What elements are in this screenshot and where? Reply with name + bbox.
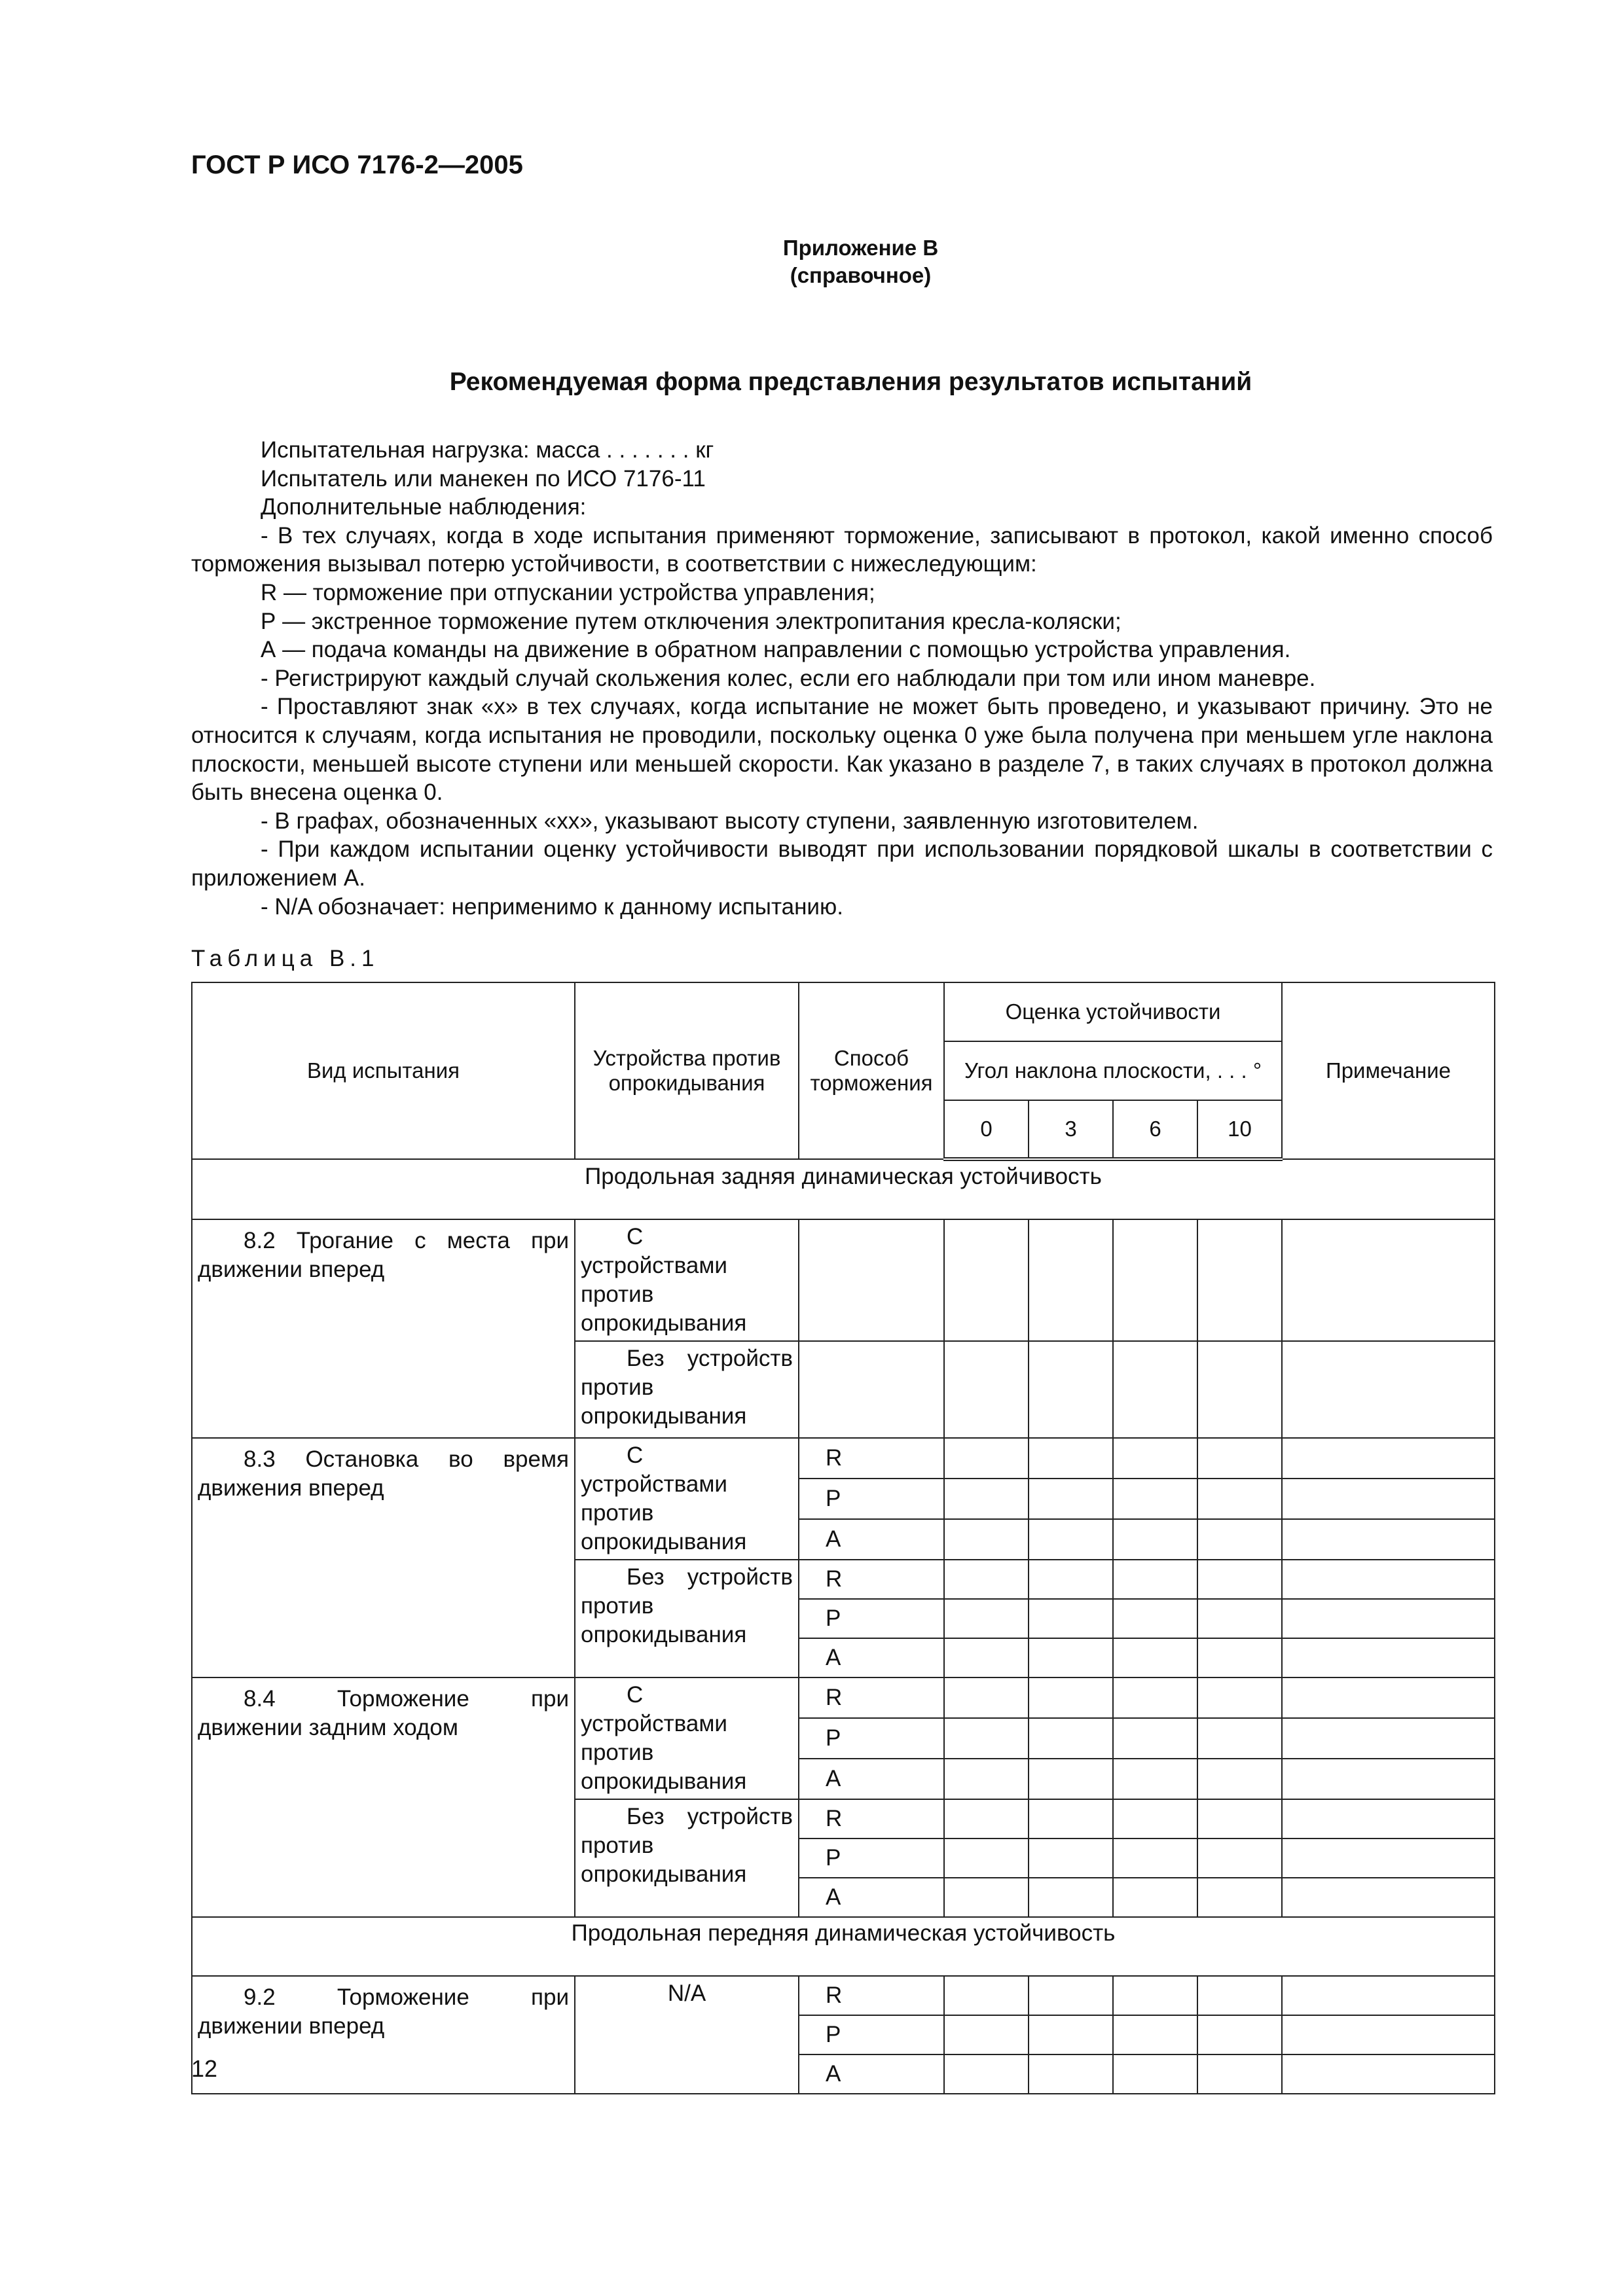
test-8-4: 8.4 Торможение при движении задним ходом [192, 1677, 575, 1917]
device-with: С устройствами против опрокидывания [575, 1219, 799, 1341]
brake-method-r: R [799, 1976, 944, 2015]
header-angle-0: 0 [944, 1100, 1029, 1159]
page-number: 12 [191, 2055, 218, 2082]
paragraph-braking-r: R — торможение при отпускании устройства управления; [261, 579, 875, 605]
paragraph-braking-a: А — подача команды на движение в обратном направлении с помощью устройства управления. [261, 637, 1291, 663]
table-row [192, 1219, 1495, 1341]
paragraph-braking: - В тех случаях, когда в ходе испытания применяют торможение, записывают в протокол, какой именно способ торможения вызывал потерю устойчивости, в соответствии с нижеследующим: [191, 522, 1493, 577]
table-caption: Таблица В.1 [191, 946, 380, 971]
header-angle-3: 3 [1029, 1100, 1113, 1159]
brake-method-a: А [799, 1638, 944, 1677]
paragraph-slip: - Регистрируют каждый случай скольжения колес, если его наблюдали при том или ином маневре. [261, 665, 1316, 691]
brake-method-p: Р [799, 1718, 944, 1759]
table-section-row [192, 1917, 1495, 1976]
brake-method-a: А [799, 2054, 944, 2094]
table-row [192, 1438, 1495, 1479]
results-table [191, 982, 1495, 2094]
header-angle-6: 6 [1113, 1100, 1197, 1159]
device-without: Без устройств против опрокидывания [575, 1341, 799, 1438]
device-with: С устройствами против опрокидывания [575, 1677, 799, 1799]
brake-method-a: А [799, 1878, 944, 1917]
section-rear-dynamic: Продольная задняя динамическая устойчивость [192, 1159, 1495, 1219]
page-title: Рекомендуемая форма представления результатов испытаний [449, 368, 1252, 396]
paragraph-braking-p: Р — экстренное торможение путем отключения электропитания кресла-коляски; [261, 608, 1122, 634]
annex-heading [0, 234, 1623, 289]
brake-method-r: R [799, 1799, 944, 1839]
test-8-2: 8.2 Трогание с места при движении вперед [192, 1219, 575, 1438]
paragraph-tester: Испытатель или манекен по ИСО 7176-11 [261, 465, 706, 492]
brake-method-r: R [799, 1438, 944, 1479]
annex-type: (справочное) [790, 263, 932, 287]
device-na: N/A [575, 1976, 799, 2094]
header-angle: Угол наклона плоскости, . . . ° [944, 1041, 1282, 1100]
brake-method-a: А [799, 1759, 944, 1799]
paragraph-scale: - При каждом испытании оценку устойчивости выводят при использовании порядковой шкалы в соответствии с приложением А. [191, 836, 1493, 891]
brake-method-r: R [799, 1560, 944, 1599]
paragraph-observations: Дополнительные наблюдения: [261, 494, 587, 520]
table-row [192, 1976, 1495, 2015]
header-angle-10: 10 [1197, 1100, 1282, 1159]
body-text [191, 436, 1493, 921]
header-stability: Оценка устойчивости [944, 982, 1282, 1041]
document-header: ГОСТ Р ИСО 7176-2—2005 [191, 151, 523, 179]
section-front-dynamic: Продольная передняя динамическая устойчивость [192, 1917, 1495, 1976]
header-test-type: Вид испытания [192, 982, 575, 1159]
annex-title: Приложение В [782, 236, 939, 260]
brake-method-p: Р [799, 1599, 944, 1638]
device-without: Без устройств против опрокидывания [575, 1799, 799, 1917]
brake-method-p: Р [799, 2015, 944, 2054]
paragraph-x-mark: - Проставляют знак «х» в тех случаях, когда испытание не может быть проведено, и указывают причину. Это не относится к случаям, когда испытания не проводили, поскольку оценка 0 уже была получена при меньшем угле наклона плоскости, меньшей высоте ступени или меньшей скорости. Как указано в разделе 7, в таких случаях в протокол должна быть внесена оценка 0. [191, 694, 1493, 806]
brake-method-p: Р [799, 1479, 944, 1519]
device-with: С устройствами против опрокидывания [575, 1438, 799, 1560]
table-section-row [192, 1159, 1495, 1219]
paragraph-xx: - В графах, обозначенных «хх», указывают высоту ступени, заявленную изготовителем. [261, 808, 1199, 834]
header-braking: Способ торможения [799, 982, 944, 1159]
table-row [192, 1677, 1495, 1718]
brake-method-r: R [799, 1677, 944, 1718]
brake-method-a: А [799, 1519, 944, 1560]
header-note: Примечание [1282, 982, 1495, 1159]
paragraph-na: - N/A обозначает: неприменимо к данному испытанию. [261, 893, 843, 920]
paragraph-load: Испытательная нагрузка: масса . . . . . . . кг [261, 437, 714, 463]
brake-method-p: Р [799, 1839, 944, 1878]
header-devices: Устройства против опрокидывания [575, 982, 799, 1159]
device-without: Без устройств против опрокидывания [575, 1560, 799, 1677]
test-9-2: 9.2 Торможение при движении вперед [192, 1976, 575, 2094]
test-8-3: 8.3 Остановка во время движения вперед [192, 1438, 575, 1677]
